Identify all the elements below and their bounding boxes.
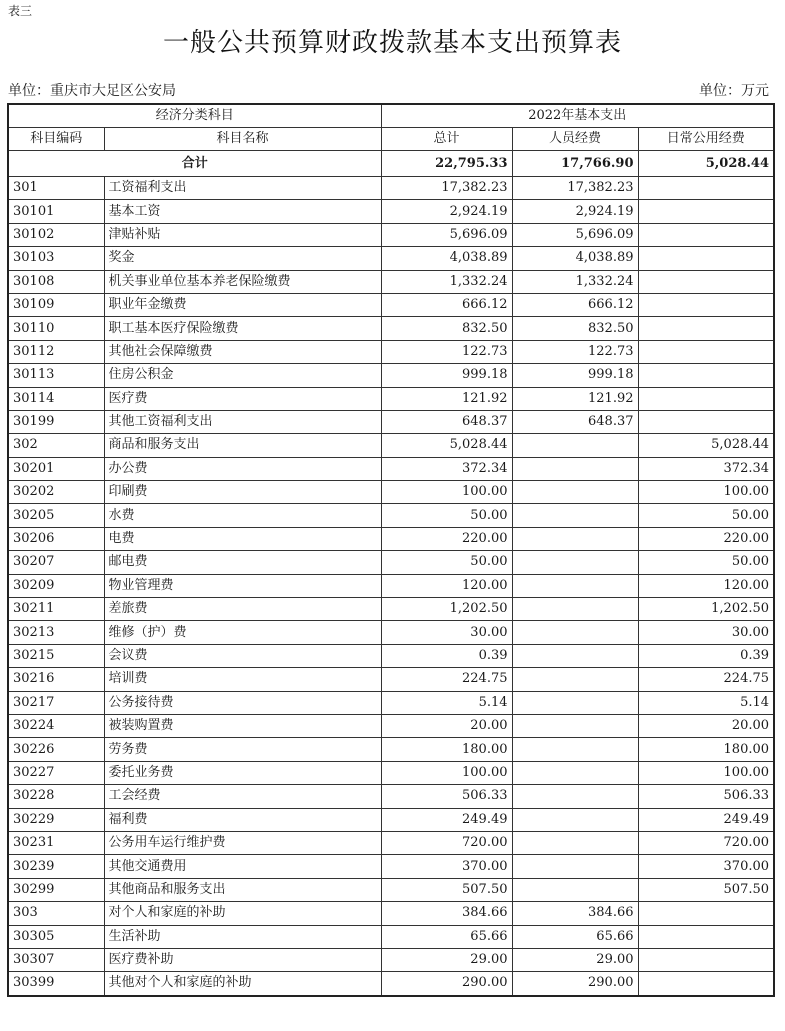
row-personnel: 122.73 [512,340,638,363]
row-name: 差旅费 [104,598,381,621]
table-row [8,808,774,831]
row-total: 666.12 [381,293,512,316]
row-code: 30215 [8,644,104,667]
header-total: 总计 [381,128,512,151]
row-code: 30113 [8,364,104,387]
table-row [8,644,774,667]
row-total: 384.66 [381,902,512,925]
table-row [8,902,774,925]
row-personnel [512,481,638,504]
total-row [8,151,774,177]
row-personnel [512,761,638,784]
row-code: 30226 [8,738,104,761]
row-public [638,364,774,387]
row-total: 720.00 [381,831,512,854]
row-public: 180.00 [638,738,774,761]
row-personnel [512,574,638,597]
row-personnel [512,808,638,831]
row-personnel: 999.18 [512,364,638,387]
row-code: 30217 [8,691,104,714]
row-public: 220.00 [638,527,774,550]
table-row [8,200,774,223]
budget-table [7,103,775,997]
row-total: 20.00 [381,714,512,737]
row-total: 372.34 [381,457,512,480]
row-total: 120.00 [381,574,512,597]
row-personnel [512,434,638,457]
header-name: 科目名称 [104,128,381,151]
table-row [8,621,774,644]
row-name: 物业管理费 [104,574,381,597]
row-personnel: 832.50 [512,317,638,340]
row-personnel: 648.37 [512,410,638,433]
row-personnel [512,551,638,574]
row-total: 50.00 [381,551,512,574]
row-code: 30229 [8,808,104,831]
row-total: 65.66 [381,925,512,948]
row-code: 30239 [8,855,104,878]
row-code: 30108 [8,270,104,293]
row-name: 基本工资 [104,200,381,223]
row-total: 4,038.89 [381,247,512,270]
row-code: 30305 [8,925,104,948]
row-public [638,340,774,363]
row-personnel [512,527,638,550]
row-name: 职业年金缴费 [104,293,381,316]
row-public: 30.00 [638,621,774,644]
row-total: 220.00 [381,527,512,550]
row-public [638,948,774,971]
row-public: 50.00 [638,504,774,527]
row-code: 30211 [8,598,104,621]
row-code: 30202 [8,481,104,504]
row-personnel: 5,696.09 [512,223,638,246]
row-personnel [512,785,638,808]
row-public: 5,028.44 [638,434,774,457]
row-public [638,200,774,223]
row-total: 5,028.44 [381,434,512,457]
row-total: 2,924.19 [381,200,512,223]
row-total: 121.92 [381,387,512,410]
row-personnel [512,831,638,854]
row-name: 其他交通费用 [104,855,381,878]
row-public: 120.00 [638,574,774,597]
row-total: 648.37 [381,410,512,433]
row-personnel [512,644,638,667]
row-name: 邮电费 [104,551,381,574]
header-code: 科目编码 [8,128,104,151]
total-public: 5,028.44 [638,151,774,177]
row-name: 委托业务费 [104,761,381,784]
row-code: 30201 [8,457,104,480]
row-name: 其他社会保障缴费 [104,340,381,363]
table-row [8,364,774,387]
row-code: 30207 [8,551,104,574]
table-row [8,387,774,410]
row-code: 30213 [8,621,104,644]
row-public: 5.14 [638,691,774,714]
table-number: 表三 [8,4,33,18]
row-public [638,387,774,410]
header-econ-classification: 经济分类科目 [8,104,381,128]
table-row [8,317,774,340]
row-code: 30102 [8,223,104,246]
row-code: 30227 [8,761,104,784]
table-row [8,504,774,527]
row-name: 被装购置费 [104,714,381,737]
row-total: 29.00 [381,948,512,971]
row-name: 水费 [104,504,381,527]
row-public: 20.00 [638,714,774,737]
row-public [638,270,774,293]
header-personnel: 人员经费 [512,128,638,151]
row-public [638,317,774,340]
row-code: 30228 [8,785,104,808]
row-name: 其他商品和服务支出 [104,878,381,901]
table-row [8,247,774,270]
row-total: 832.50 [381,317,512,340]
row-name: 劳务费 [104,738,381,761]
row-public [638,410,774,433]
table-row [8,457,774,480]
row-public: 100.00 [638,481,774,504]
row-name: 公务接待费 [104,691,381,714]
table-row [8,410,774,433]
row-total: 100.00 [381,761,512,784]
row-name: 生活补助 [104,925,381,948]
row-name: 培训费 [104,668,381,691]
row-code: 30216 [8,668,104,691]
row-total: 17,382.23 [381,177,512,200]
row-code: 30209 [8,574,104,597]
row-name: 职工基本医疗保险缴费 [104,317,381,340]
row-public: 372.34 [638,457,774,480]
row-public [638,223,774,246]
row-personnel: 17,382.23 [512,177,638,200]
total-sum: 22,795.33 [381,151,512,177]
row-total: 100.00 [381,481,512,504]
row-personnel: 1,332.24 [512,270,638,293]
row-public: 0.39 [638,644,774,667]
row-code: 30103 [8,247,104,270]
row-name: 工资福利支出 [104,177,381,200]
unit-currency: 单位：万元 [699,83,769,99]
header-public: 日常公用经费 [638,128,774,151]
row-personnel: 121.92 [512,387,638,410]
row-public [638,972,774,996]
row-public: 100.00 [638,761,774,784]
row-code: 30299 [8,878,104,901]
total-personnel: 17,766.90 [512,151,638,177]
row-personnel [512,878,638,901]
row-public [638,247,774,270]
row-code: 30101 [8,200,104,223]
table-row [8,527,774,550]
row-name: 医疗费补助 [104,948,381,971]
row-total: 1,202.50 [381,598,512,621]
row-total: 370.00 [381,855,512,878]
row-code: 30114 [8,387,104,410]
row-name: 工会经费 [104,785,381,808]
table-row [8,785,774,808]
row-public: 370.00 [638,855,774,878]
row-public [638,902,774,925]
row-total: 0.39 [381,644,512,667]
row-personnel [512,504,638,527]
table-row [8,481,774,504]
row-total: 999.18 [381,364,512,387]
table-row [8,293,774,316]
row-personnel: 2,924.19 [512,200,638,223]
row-public: 507.50 [638,878,774,901]
row-personnel [512,855,638,878]
row-code: 30199 [8,410,104,433]
row-code: 30206 [8,527,104,550]
row-personnel: 290.00 [512,972,638,996]
row-name: 其他对个人和家庭的补助 [104,972,381,996]
row-total: 249.49 [381,808,512,831]
header-year-basic-expenditure: 2022年基本支出 [381,104,774,128]
row-code: 30112 [8,340,104,363]
row-public: 224.75 [638,668,774,691]
row-name: 奖金 [104,247,381,270]
row-total: 50.00 [381,504,512,527]
row-personnel: 29.00 [512,948,638,971]
table-row [8,598,774,621]
row-public [638,177,774,200]
total-label: 合计 [8,151,381,177]
row-code: 30307 [8,948,104,971]
row-name: 维修（护）费 [104,621,381,644]
table-row [8,574,774,597]
row-name: 住房公积金 [104,364,381,387]
row-personnel [512,668,638,691]
table-row [8,878,774,901]
row-code: 301 [8,177,104,200]
page-title: 一般公共预算财政拨款基本支出预算表 [162,28,622,58]
row-name: 对个人和家庭的补助 [104,902,381,925]
table-row [8,831,774,854]
table-row [8,761,774,784]
row-public [638,925,774,948]
row-name: 津贴补贴 [104,223,381,246]
row-name: 印刷费 [104,481,381,504]
row-total: 122.73 [381,340,512,363]
row-total: 506.33 [381,785,512,808]
row-personnel: 384.66 [512,902,638,925]
row-total: 507.50 [381,878,512,901]
row-code: 303 [8,902,104,925]
table-row [8,738,774,761]
unit-organization: 单位：重庆市大足区公安局 [8,83,176,99]
row-personnel [512,457,638,480]
row-code: 30110 [8,317,104,340]
row-public: 249.49 [638,808,774,831]
row-code: 30224 [8,714,104,737]
row-total: 224.75 [381,668,512,691]
table-row [8,972,774,996]
row-total: 5.14 [381,691,512,714]
row-total: 30.00 [381,621,512,644]
row-name: 医疗费 [104,387,381,410]
row-name: 办公费 [104,457,381,480]
table-row [8,270,774,293]
row-code: 30231 [8,831,104,854]
row-personnel: 65.66 [512,925,638,948]
row-code: 30205 [8,504,104,527]
table-row [8,434,774,457]
table-row [8,714,774,737]
table-row [8,691,774,714]
row-total: 180.00 [381,738,512,761]
row-personnel [512,738,638,761]
row-name: 会议费 [104,644,381,667]
row-code: 30399 [8,972,104,996]
row-public [638,293,774,316]
row-name: 电费 [104,527,381,550]
table-row [8,925,774,948]
table-row [8,948,774,971]
row-personnel: 666.12 [512,293,638,316]
table-row [8,177,774,200]
table-row [8,340,774,363]
table-row [8,668,774,691]
row-name: 商品和服务支出 [104,434,381,457]
row-public: 50.00 [638,551,774,574]
row-total: 1,332.24 [381,270,512,293]
row-total: 290.00 [381,972,512,996]
row-name: 机关事业单位基本养老保险缴费 [104,270,381,293]
row-code: 30109 [8,293,104,316]
row-total: 5,696.09 [381,223,512,246]
row-code: 302 [8,434,104,457]
table-row [8,223,774,246]
row-personnel [512,621,638,644]
table-row [8,855,774,878]
row-personnel [512,691,638,714]
row-public: 1,202.50 [638,598,774,621]
row-name: 其他工资福利支出 [104,410,381,433]
table-row [8,551,774,574]
row-public: 506.33 [638,785,774,808]
row-name: 福利费 [104,808,381,831]
row-personnel: 4,038.89 [512,247,638,270]
row-public: 720.00 [638,831,774,854]
row-personnel [512,598,638,621]
row-name: 公务用车运行维护费 [104,831,381,854]
row-personnel [512,714,638,737]
